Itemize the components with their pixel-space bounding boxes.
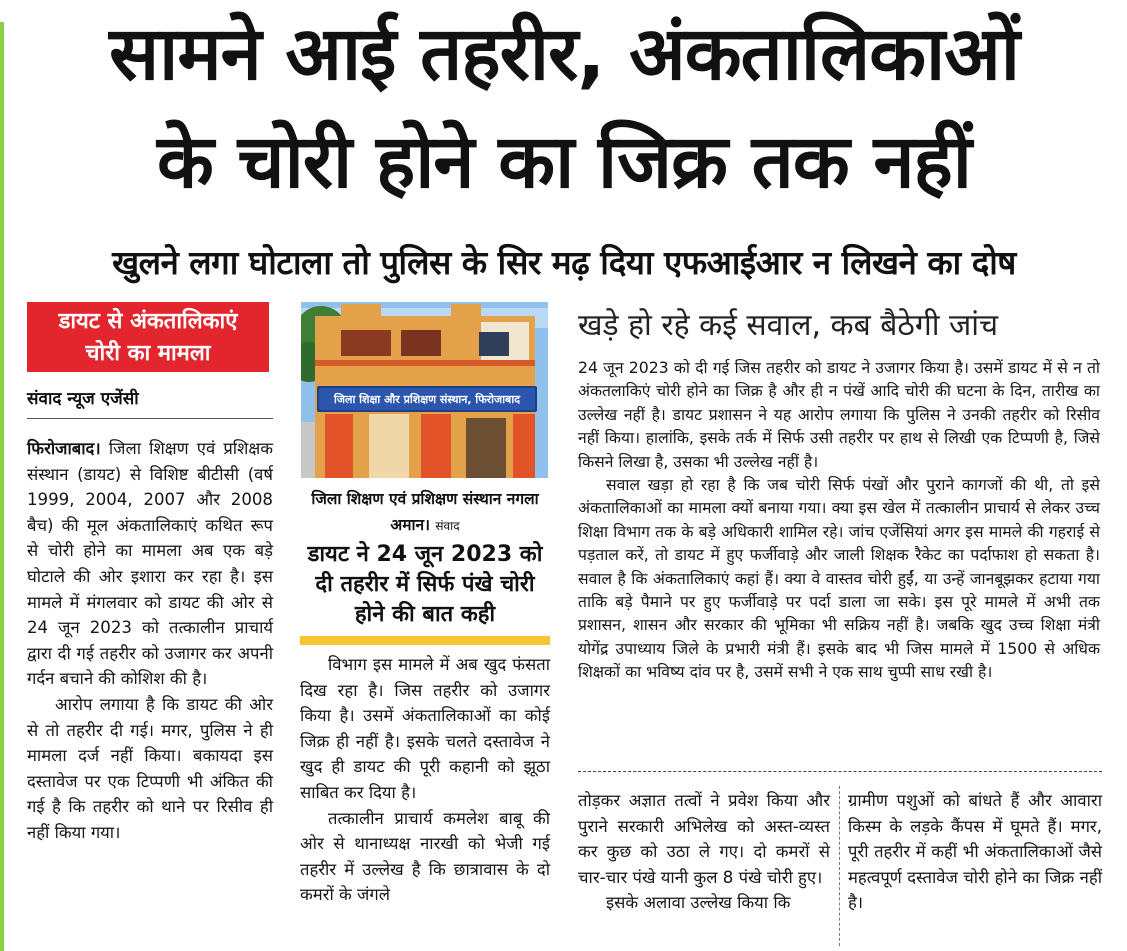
column-1 [27, 436, 273, 846]
story-label-line-1: डायट से अंकतालिकाएं [58, 309, 238, 334]
headline-line-1: सामने आई तहरीर, अंकतालिकाओं [109, 11, 1019, 97]
photo-signboard-text: जिला शिक्षा और प्रशिक्षण संस्थान, फिरोजाबाद [333, 393, 521, 406]
column-2 [300, 652, 550, 908]
subheadline: खुलने लगा घोटाला तो पुलिस के सिर मढ़ दिया एफआईआर न लिखने का दोष [112, 243, 1016, 282]
photo-caption-text: जिला शिक्षण एवं प्रशिक्षण संस्थान नगला अमान। [311, 490, 539, 534]
col1-para-2: आरोप लगाया है कि डायट की ओर से तो तहरीर दी गई। मगर, पुलिस ने ही मामला दर्ज नहीं किया। बकायदा इस दस्तावेज पर एक टिप्पणी भी अंकित की गई है कि तहरीर को थाने पर रिसीव ही नहीं किया गया। [27, 694, 273, 842]
byline: संवाद न्यूज एजेंसी [27, 389, 139, 409]
news-photo [301, 302, 548, 478]
col2-para-1: विभाग इस मामले में अब खुद फंसता दिख रहा है। जिस तहरीर को उजागर किया है। उसमें अंकतालिकाओं का कोई जिक्र ही नहीं है। इसके चलते दस्तावेज ने खुद ही डायट की पूरी कहानी को झूठा साबित कर दिया है। [300, 655, 550, 802]
dateline: फिरोजाबाद। [27, 439, 101, 458]
right-story-body [578, 356, 1100, 684]
col3-para-2: इसके अलावा उल्लेख किया कि [606, 893, 791, 913]
column-divider [839, 786, 840, 946]
column-3 [578, 788, 830, 916]
column-4 [848, 788, 1102, 916]
photo-caption [300, 486, 550, 539]
photo-caption-credit: संवाद [435, 519, 460, 533]
pull-quote-bar [300, 636, 550, 645]
col3-para-1: तोड़कर अज्ञात तत्वों ने प्रवेश किया और पुराने सरकारी अभिलेख को अस्त-व्यस्त कर कुछ को उठा ले गए। दो कमरों से चार-चार पंखे यानी कुल 8 पंखे चोरी हुए। [578, 791, 830, 887]
building-illustration [301, 302, 548, 478]
story-label-box [27, 302, 269, 372]
page-edge-accent [0, 22, 4, 951]
col1-para-1 [27, 436, 273, 692]
col2-para-2: तत्कालीन प्राचार्य कमलेश बाबू की ओर से थानाध्यक्ष नारखी को भेजी गई तहरीर में उल्लेख है कि छात्रावास के दो कमरों के जंगले [300, 808, 550, 905]
headline-line-2: के चोरी होने का जिक्र तक नहीं [157, 119, 971, 205]
right-story-para-1: 24 जून 2023 को दी गई जिस तहरीर को डायट ने उजागर किया है। उसमें डायट में से न तो अंकतलाकिएं चोरी होने का जिक्र है और ही न पंखें आदि चोरी की घटना के दिन, तारीख का उल्लेख नहीं है। डायट प्रशासन ने यह आरोप लगाया कि पुलिस ने उनकी तहरीर को रिसीव नहीं किया। हालांकि, इसके तर्क में सिर्फ उसी तहरीर पर हाथ से लिखी एक टिप्पणी है, जिसे किसने लिखा है, उसका भी उल्लेख नहीं है। [578, 358, 1100, 471]
byline-rule [27, 418, 273, 419]
col4-para-1: ग्रामीण पशुओं को बांधते हैं और आवारा किस्म के लड़के कैंपस में घूमते हैं। मगर, पूरी तहरीर में कहीं भी अंकतालिकाओं जैसे महत्वपूर्ण दस्तावेज चोरी होने का जिक्र नहीं है। [848, 791, 1102, 913]
story-label-line-2: चोरी का मामला [85, 341, 211, 366]
right-story-para-2: सवाल खड़ा हो रहा है कि जब चोरी सिर्फ पंखों और पुराने कागजों की थी, तो इसे अंकतालिकाओं का मामला क्यों बनाया गया। क्या इस खेल में तत्कालीन प्राचार्य से लेकर उच्च शिक्षा विभाग तक के बड़े अधिकारी शामिल रहे। जांच एजेंसियां अगर इस मामले की गहराई से पड़ताल करें, तो डायट में हुए फर्जीवाड़े और जाली शिक्षक रैकेट का पर्दाफाश हो सकता है। सवाल है कि अंकतालिकाएं कहां हैं। क्या वे वास्तव चोरी हुईं, या उन्हें जानबूझकर हटाया गया ताकि बड़े पैमाने पर हुए फर्जीवाड़े पर पर्दा डाला जा सके। इस पूरे मामले में अभी तक प्रशासन, शासन और सरकार की भूमिका भी सक्रिय नहीं है। जबकि खुद उच्च शिक्षा मंत्री योगेंद्र उपाध्याय जिले के प्रभारी मंत्री हैं। इसके बाद भी जिस मामले में 1500 से अधिक शिक्षकों का भविष्य दांव पर है, उसमें सभी ने एक साथ चुप्पी साध रखी है। [578, 475, 1100, 682]
right-story-heading: खड़े हो रहे कई सवाल, कब बैठेगी जांच [578, 308, 999, 343]
section-divider [578, 771, 1102, 772]
pull-quote: डायट ने 24 जून 2023 को दी तहरीर में सिर्फ पंखे चोरी होने की बात कही [307, 542, 543, 627]
col1-para-1-text: जिला शिक्षण एवं प्रशिक्षक संस्थान (डायट) से विशिष्ट बीटीसी (वर्ष 1999, 2004, 2007 और 2008 बैच) की मूल अंकतालिकाएं कथित रूप से चोरी होने का मामला अब एक बड़े घोटाले की ओर इशारा कर रहा है। इस मामले में मंगलवार को डायट की ओर से 24 जून 2023 को तत्कालीन प्राचार्य द्वारा दी गई तहरीर को उजागर कर अपनी गर्दन बचाने की कोशिश की है। [27, 439, 273, 689]
